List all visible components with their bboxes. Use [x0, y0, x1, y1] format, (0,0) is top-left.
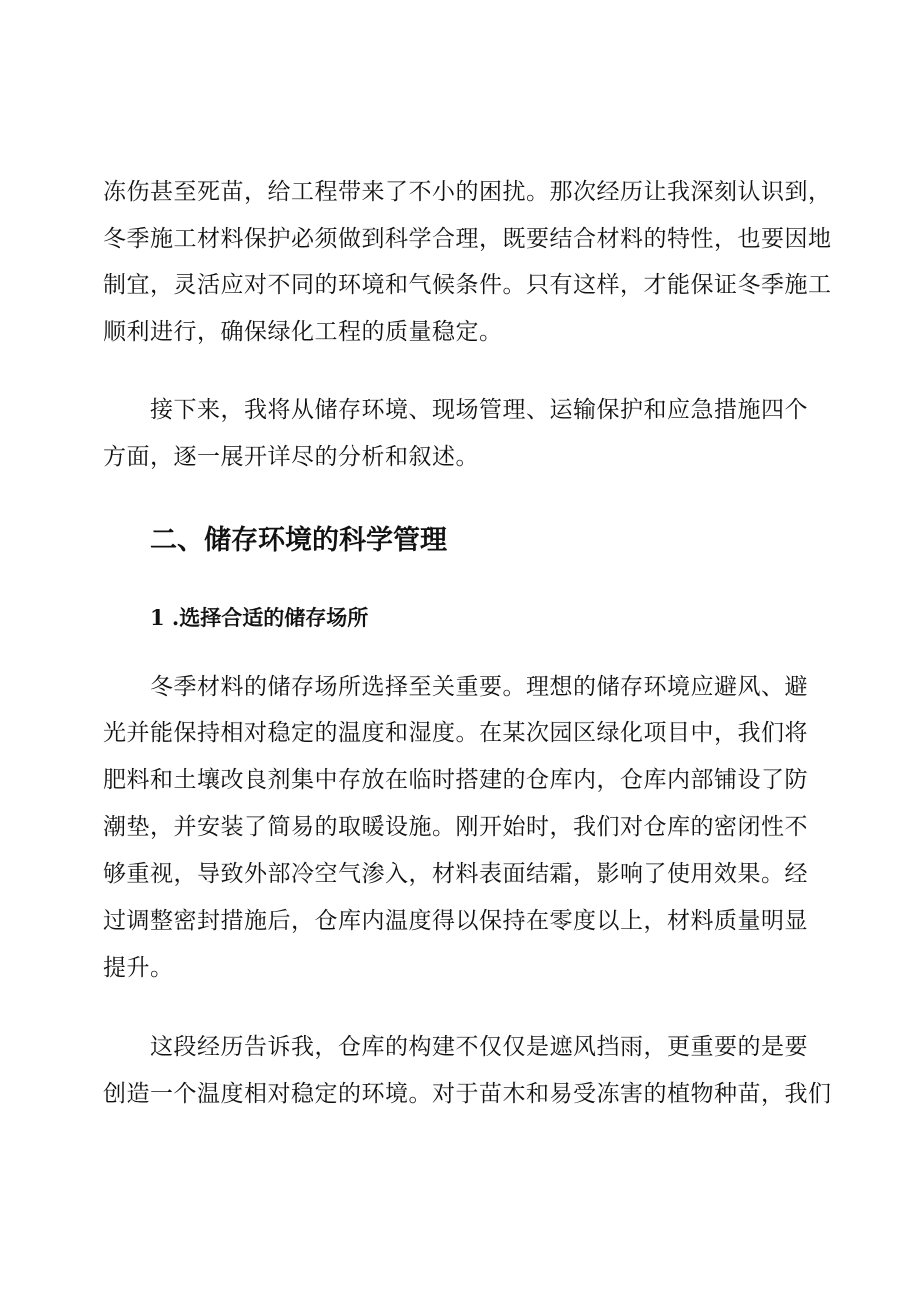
paragraph-line: 方面，逐一展开详尽的分析和叙述。 [103, 444, 479, 470]
paragraph-line: 提升。 [103, 955, 174, 981]
paragraph-line: 光并能保持相对稳定的温度和湿度。在某次园区绿化项目中，我们将 [103, 720, 808, 746]
paragraph-line: 够重视，导致外部冷空气渗入，材料表面结霜，影响了使用效果。经 [103, 861, 808, 887]
paragraph-line: 这段经历告诉我，仓库的构建不仅仅是遮风挡雨，更重要的是要 [150, 1034, 808, 1060]
paragraph-line: 肥料和土壤改良剂集中存放在临时搭建的仓库内，仓库内部铺设了防 [103, 767, 808, 793]
paragraph-line: 冬季材料的储存场所选择至关重要。理想的储存环境应避风、避 [150, 674, 808, 700]
paragraph-line: 接下来，我将从储存环境、现场管理、运输保护和应急措施四个 [150, 397, 808, 423]
paragraph-line: 顺利进行，确保绿化工程的质量稳定。 [103, 319, 503, 345]
paragraph-line: 冻伤甚至死苗，给工程带来了不小的困扰。那次经历让我深刻认识到， [103, 179, 832, 205]
paragraph-line: 潮垫，并安装了简易的取暖设施。刚开始时，我们对仓库的密闭性不 [103, 814, 808, 840]
section-heading: 二、储存环境的科学管理 [150, 525, 447, 556]
paragraph-line: 过调整密封措施后，仓库内温度得以保持在零度以上，材料质量明显 [103, 908, 808, 934]
paragraph-line: 冬季施工材料保护必须做到科学合理，既要结合材料的特性，也要因地 [103, 226, 832, 252]
subsection-heading: 1 .选择合适的储存场所 [150, 605, 369, 630]
paragraph-line: 创造一个温度相对稳定的环境。对于苗木和易受冻害的植物种苗，我们 [103, 1081, 832, 1107]
paragraph-line: 制宜，灵活应对不同的环境和气候条件。只有这样，才能保证冬季施工 [103, 272, 832, 298]
